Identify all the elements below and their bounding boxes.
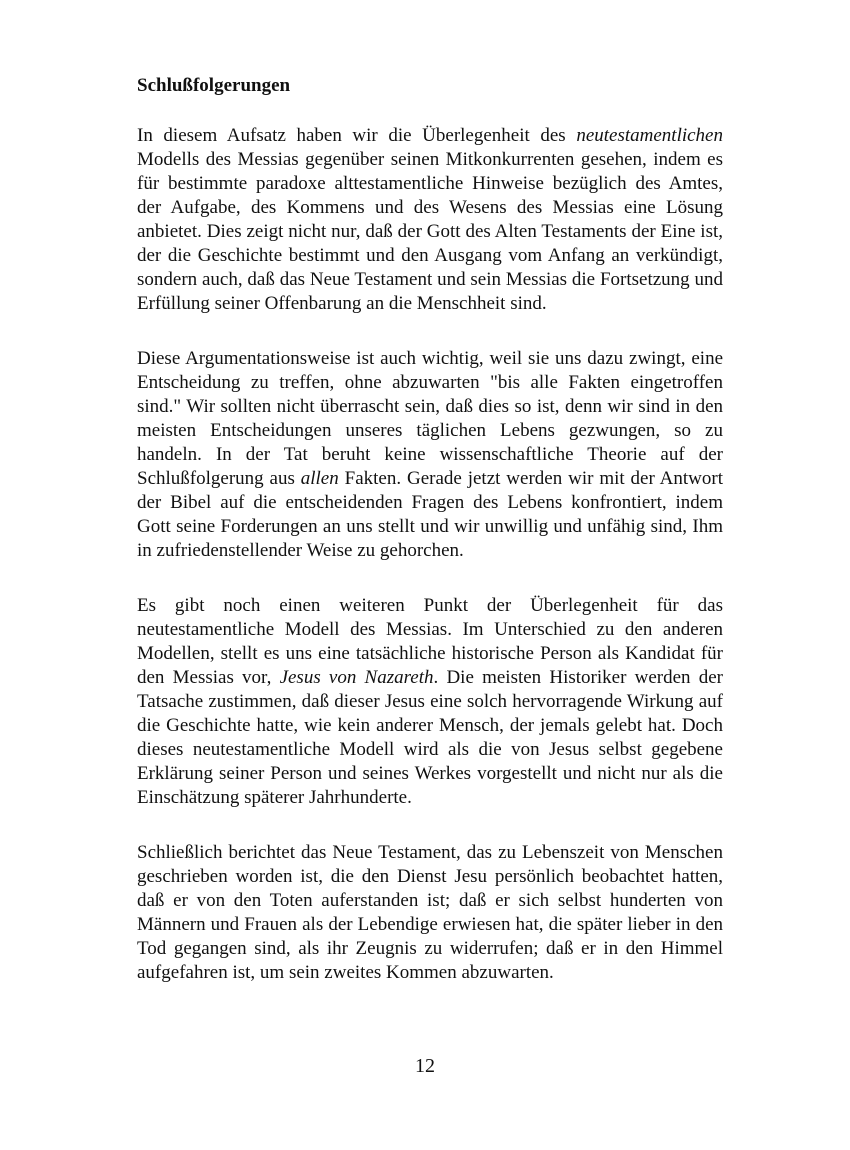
paragraph-2-text-b: Fakten. Gerade jetzt werden wir mit der Antwort der Bibel auf die entscheidenden Fragen des Lebens konfrontiert, indem Gott seine Forderungen an uns stellt und wir unwillig und unfähig sind, Ihm in zufriedenstellender Weise zu gehorchen. <box>137 468 723 561</box>
section-heading: Schlußfolgerungen <box>137 75 291 96</box>
paragraph-2 <box>137 347 723 563</box>
paragraph-4-text: Schließlich berichtet das Neue Testament, das zu Lebenszeit von Menschen geschrieben worden ist, die den Dienst Jesu persönlich beobachtet hatten, daß er von den Toten auferstanden ist; daß er sich selbst hunderten von Männern und Frauen als der Lebendige erwiesen hat, die später lieber in den Tod gegangen sind, als ihr Zeugnis zu widerrufen; daß er in den Himmel aufgefahren ist, um sein zweites Kommen abzuwarten. <box>137 842 723 983</box>
paragraph-1 <box>137 124 723 316</box>
paragraph-3-emphasis: Jesus von Nazareth <box>279 667 434 688</box>
document-page <box>137 74 723 1016</box>
paragraph-1-text-a: In diesem Aufsatz haben wir die Überlegenheit des <box>137 125 577 146</box>
paragraph-3-text-a: Es gibt noch einen weiteren Punkt der Überlegenheit für das neutestamentliche Modell des Messias. Im Unterschied zu den anderen Modellen, stellt es uns eine tatsächliche historische Person als Kandidat für den Messias vor, <box>137 595 723 688</box>
paragraph-1-emphasis: neutestamentlichen <box>576 125 723 146</box>
paragraph-2-emphasis: allen <box>300 468 339 489</box>
paragraph-4 <box>137 841 723 985</box>
page-number: 12 <box>415 1055 435 1077</box>
paragraph-3-text-b: . Die meisten Historiker werden der Tatsache zustimmen, daß dieser Jesus eine solch hervorragende Wirkung auf die Geschichte hatte, wie kein anderer Mensch, der jemals gelebt hat. Doch dieses neutestamentliche Modell wird als die von Jesus selbst gegebene Erklärung seiner Person und seines Werkes vorgestellt und nicht nur als die Einschätzung späterer Jahrhunderte. <box>137 667 723 808</box>
paragraph-3 <box>137 594 723 810</box>
paragraph-2-text-a: Diese Argumentationsweise ist auch wichtig, weil sie uns dazu zwingt, eine Entscheidung zu treffen, ohne abzuwarten "bis alle Fakten eingetroffen sind." Wir sollten nicht überrascht sein, daß dies so ist, denn wir sind in den meisten Entscheidungen unseres täglichen Lebens gezwungen, so zu handeln. In der Tat beruht keine wissenschaftliche Theorie auf der Schlußfolgerung aus <box>137 348 723 489</box>
paragraph-1-text-b: Modells des Messias gegenüber seinen Mitkonkurrenten gesehen, indem es für bestimmte paradoxe alttestamentliche Hinweise bezüglich des Amtes, der Aufgabe, des Kommens und des Wesens des Messias eine Lösung anbietet. Dies zeigt nicht nur, daß der Gott des Alten Testaments der Eine ist, der die Geschichte bestimmt und den Ausgang vom Anfang an verkündigt, sondern auch, daß das Neue Testament und sein Messias die Fortsetzung und Erfüllung seiner Offenbarung an die Menschheit sind. <box>137 149 723 314</box>
